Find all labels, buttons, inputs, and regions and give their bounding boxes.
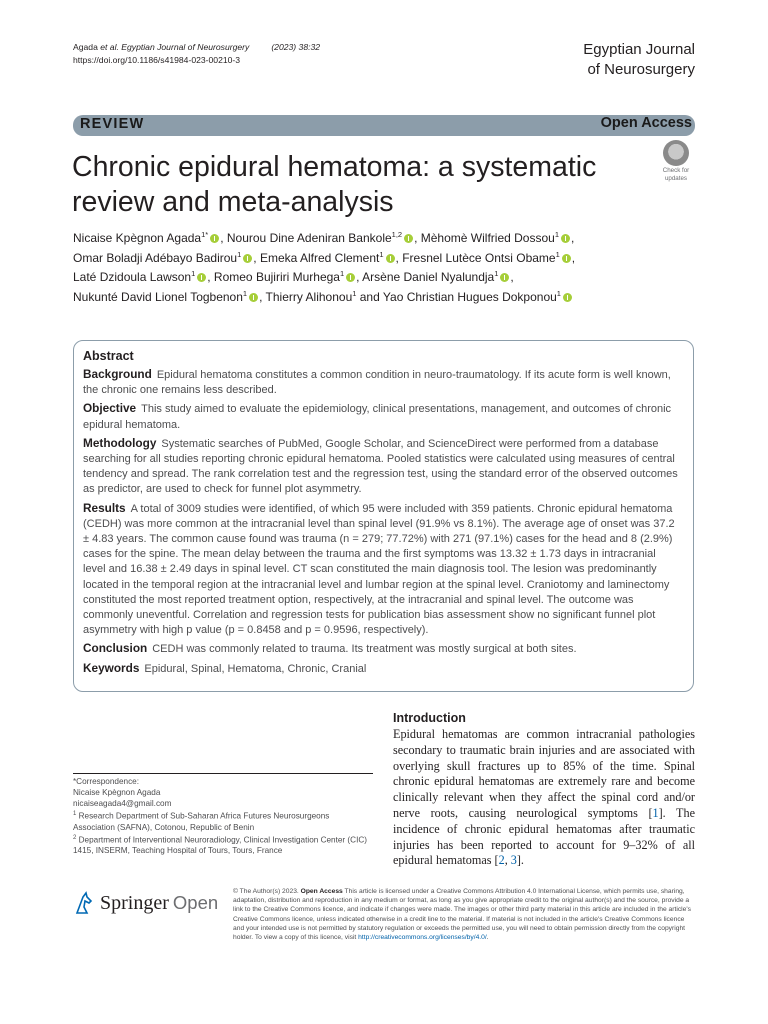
author-separator: and [356,289,383,304]
author-affiliation-number: 1 [352,288,357,298]
abstract-objective: Objective This study aimed to evaluate the epidemiology, clinical presentations, management, and outcomes of chronic epidural hematoma. [83,401,672,431]
orcid-icon[interactable] [404,234,413,243]
author-entry [73,270,214,284]
journal-name: Egyptian Journal of Neurosurgery [583,41,695,78]
author-name: Omar Boladji Adébayo Badirou [73,250,238,265]
correspondence-footnote: *Correspondence: Nicaise Kpègnon Agada nicaiseagada4@gmail.com $^1$ Research Department of Sub-Saharan Africa Futures Neurosurgeons Association (SAFNA), Cotonou, Republic of Benin $^2$ Department of Interventional Neuroradiology, Clinical Investigation Center (CIC) 1415, INSERM, Teaching Hospital of Tours, Tours, France [73,773,373,856]
author-affiliation-number: 1 [494,269,499,278]
orcid-icon[interactable] [249,293,258,302]
doi-link[interactable]: https://doi.org/10.1186/s41984-023-00210-3 [73,55,241,65]
orcid-icon[interactable] [500,273,509,282]
license-notice: © The Author(s) 2023. Open Access This article is licensed under a Creative Commons Attribution 4.0 International License, which permits use, sharing, adaptation, distribution and reproduction in any medium or format, as long as you give appropriate credit to the original author(s) and the source, provide a link to the Creative Commons licence, and indicate if changes were made. The images or other third party material in this article are included in the article's Creative Commons licence, unless indicated otherwise in a credit line to the material. If material is not included in the article's Creative Commons licence and your intended use is not permitted by statutory regulation or exceeds the permitted use, you will need to obtain permission directly from the copyright holder. To view a copy of this licence, visit http://creativecommons.org/licenses/by/4.0/. [233,888,691,942]
license-link[interactable]: http://creativecommons.org/licenses/by/4.0/ [358,934,487,942]
abstract-box [73,340,694,692]
author-name: Emeka Alfred Clement [259,250,380,265]
author-separator: , [395,250,403,265]
abstract-results: Results A total of 3009 studies were identified, of which 95 were included with 359 patients. Chronic epidural hematoma (CEDH) was more common at the intracranial level than spinal level (91.9% vs 8.1%). The average age of onset was 37.2 ± 4.83 years. The common cause found was trauma (n = 279; 77.72%) with 271 (97.1%) cases for the head and 8 (2.9%) cases for the spine. The mean delay between the trauma and the first symptoms was 13.32 ± 1.73 days in intracranial level and 16.38 ± 2.49 days in spinal level. CT scan constituted the main diagnosis tool. The lesion was predominantly located in the temporal region at the intracranial level and lumbar region at the spinal level. Craniotomy and laminectomy constituted the most reported treatment option, respectively, at the intracranial and spinal level. The outcome was commonly uneventful. Correlation and regression tests for publication bias assessment show no significant funnel plot asymmetry with high p value (p = 0.8458 and p = 0.9596, respectively). [83,500,675,637]
citation-volume: (2023) 38:32 [271,42,321,52]
author-affiliation-number: 1 [555,249,560,259]
author-affiliation-number: 1 [242,288,248,298]
author-name: Mèhomè Wilfried Dossou [420,231,555,245]
author-affiliation-number: 1,2 [391,230,403,239]
orcid-icon[interactable] [210,234,219,243]
reference-link[interactable]: 2 [498,853,505,868]
affiliation-1: $^1$ Research Department of Sub-Saharan Africa Futures Neurosurgeons Association (SAFNA), Cotonou, Republic of Benin [73,811,330,832]
article-type-label: REVIEW [80,116,145,132]
author-separator: , [570,231,575,245]
author-entry [362,270,514,284]
author-entry [421,231,575,245]
author-affiliation-number: 1 [191,269,196,278]
introduction-section [393,711,695,869]
abstract-heading: Abstract [83,349,134,363]
check-for-updates-badge[interactable]: Check for updates [655,140,697,182]
author-entry [227,231,421,245]
author-affiliation-number: 1 [556,288,561,298]
author-affiliation-number: 1 [554,230,559,239]
author-name: Nukunté David Lionel Togbenon [73,289,243,304]
affiliation-2: $^2$ Department of Interventional Neuroradiology, Clinical Investigation Center (CIC) 1415, INSERM, Teaching Hospital of Tours, Tours, France [73,834,367,856]
introduction-heading: Introduction [393,711,466,725]
author-name: Laté Dzidoula Lawson [73,270,192,284]
author-separator: , [207,270,214,284]
author-entry [73,251,260,265]
author-entry [266,290,383,304]
reference-link[interactable]: 1 [652,805,659,820]
author-name: Romeo Bujiriri Murhega [213,270,340,284]
orcid-icon[interactable] [346,273,355,282]
author-name: Nourou Dine Adeniran Bankole [226,231,392,245]
author-entry [214,270,362,284]
author-name: Nicaise Kpègnon Agada [73,231,202,245]
author-list [73,229,633,307]
author-name: Thierry Alihonou [265,289,353,304]
author-name: Yao Christian Hugues Dokponou [382,289,557,304]
author-name: Fresnel Lutèce Ontsi Obame [402,250,556,265]
springer-horse-icon [73,891,95,915]
author-separator: , [220,231,227,245]
author-separator: , [356,270,363,284]
running-header [73,41,320,67]
author-separator: , [253,250,260,265]
orcid-icon[interactable] [197,273,206,282]
author-entry [402,251,575,265]
author-separator: , [414,231,421,245]
author-affiliation-number: 1 [379,249,384,259]
author-entry [73,290,266,304]
citation-line: Agada et al. Egyptian Journal of Neurosurgery (2023) 38:32 [73,42,321,52]
abstract-background: Background Epidural hematoma constitutes a common condition in neuro-traumatology. If its acute form is well known, the chronic one remains less described. [83,367,671,397]
author-affiliation-number: 1* [201,230,209,239]
author-entry [73,231,227,245]
publisher-logo: Springer Open [73,888,218,918]
reference-link[interactable]: 3 [510,853,517,868]
abstract-methodology: Methodology Systematic searches of PubMed, Google Scholar, and ScienceDirect were performed from a database searching for all studies reporting chronic epidural hematoma. Pooled statistics were calculated using measures of central tendency and spread. The rank correlation test and the regression test, using the standard error of the observed outcomes as predictor, are used to check for funnel plot asymmetry. [83,435,678,496]
abstract-conclusion: Conclusion CEDH was commonly related to trauma. Its treatment was mostly surgical at both sites. [83,641,577,656]
check-for-updates-icon [663,140,689,166]
orcid-icon[interactable] [386,254,395,263]
article-title: Chronic epidural hematoma: a systematic review and meta-analysis [72,151,597,218]
author-separator: , [259,289,266,304]
author-name: Arsène Daniel Nyalundja [362,270,495,284]
author-affiliation-number: 1 [237,249,242,259]
orcid-icon[interactable] [562,254,571,263]
author-separator: , [510,270,514,284]
author-separator: , [571,250,576,265]
correspondence-email[interactable]: nicaiseagada4@gmail.com [73,799,172,808]
orcid-icon[interactable] [561,234,570,243]
introduction-paragraph: Epidural hematomas are common intracranial pathologies secondary to traumatic brain injuries and are associated with overlying skull fractures up to 85% of the time. Spinal chronic epidural hematomas are extremely rare and become clinically relevant when they affect the spinal cord and/or nerve roots, causing neurological symptoms [1]. The incidence of chronic epidural hematomas after traumatic injuries has been reported to account for 9–32% of all epidural hematomas [2, 3]. [393,727,695,868]
author-affiliation-number: 1 [339,269,345,278]
orcid-icon[interactable] [243,254,252,263]
abstract-keywords: Keywords Epidural, Spinal, Hematoma, Chronic, Cranial [83,660,367,675]
author-entry [383,290,573,304]
open-access-label: Open Access [600,115,692,131]
orcid-icon[interactable] [563,293,572,302]
author-entry [260,251,402,265]
